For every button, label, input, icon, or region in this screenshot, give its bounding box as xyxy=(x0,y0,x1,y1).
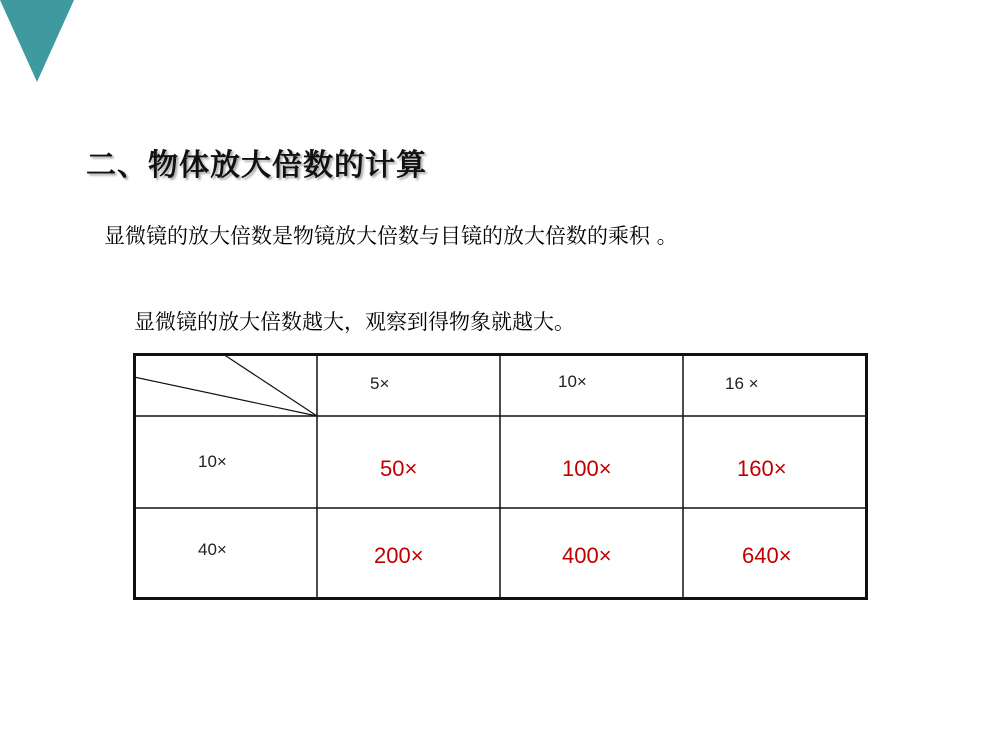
product-400x: 400× xyxy=(562,543,612,568)
product-200x: 200× xyxy=(374,543,424,568)
row-label-10x: 10× xyxy=(198,452,227,471)
magnification-table xyxy=(133,353,868,600)
product-100x: 100× xyxy=(562,456,612,481)
product-160x: 160× xyxy=(737,456,787,481)
magnification-effect-text: 显微镜的放大倍数越大，观察到得物象就越大。 xyxy=(134,310,575,334)
product-640x: 640× xyxy=(742,543,792,568)
row-label-40x: 40× xyxy=(198,540,227,559)
corner-triangle-decoration xyxy=(0,0,74,82)
diagonal-line-1 xyxy=(223,354,317,416)
diagonal-line-2 xyxy=(134,377,317,416)
column-header-10x: 10× xyxy=(558,372,587,391)
column-header-5x: 5× xyxy=(370,374,390,393)
magnification-formula-text: 显微镜的放大倍数是物镜放大倍数与目镜的放大倍数的乘积 。 xyxy=(104,224,678,248)
section-title: 二、物体放大倍数的计算 xyxy=(86,148,427,183)
product-50x: 50× xyxy=(380,456,418,481)
column-header-16x: 16 × xyxy=(725,374,759,393)
